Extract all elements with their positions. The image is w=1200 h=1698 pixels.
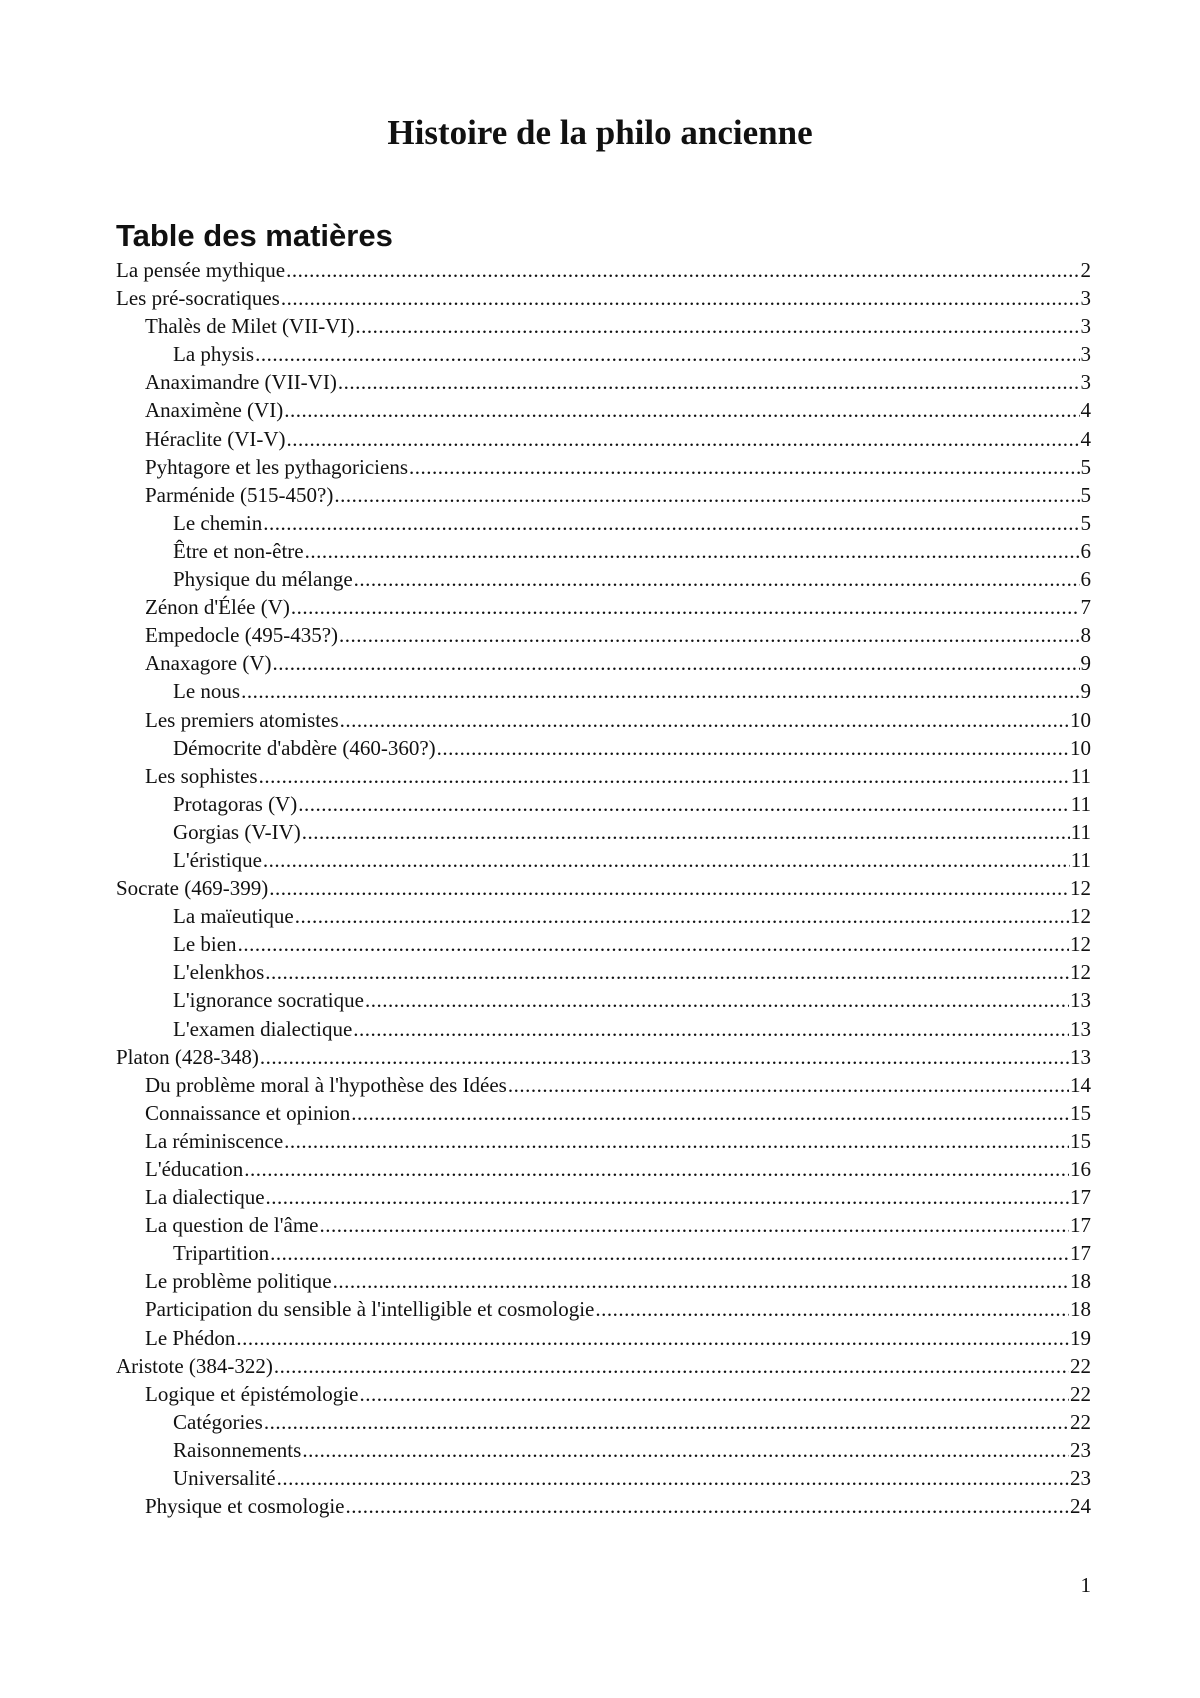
toc-dot-leader [305,537,1080,565]
toc-dot-leader [236,1324,1069,1352]
toc-entry[interactable] [116,958,1091,986]
toc-entry[interactable] [116,1099,1091,1127]
toc-dot-leader [264,1408,1069,1436]
toc-dot-leader [508,1071,1069,1099]
toc-entry-page: 22 [1070,1409,1091,1434]
toc-entry-title: Aristote (384-322) [116,1353,273,1378]
toc-entry-title: Zénon d'Élée (V) [145,595,290,620]
toc-entry-page: 17 [1070,1213,1091,1238]
toc-entry-title: Socrate (469-399) [116,876,269,901]
toc-entry-title: Les pré-socratiques [116,286,280,311]
toc-entry-page: 15 [1070,1128,1091,1153]
toc-entry[interactable] [116,1352,1091,1380]
toc-dot-leader [281,284,1080,312]
toc-dot-leader [274,1352,1069,1380]
toc-dot-leader [241,677,1079,705]
toc-dot-leader [409,453,1079,481]
toc-entry-title: La pensée mythique [116,258,286,282]
toc-dot-leader [270,1239,1069,1267]
toc-dot-leader [340,706,1069,734]
toc-dot-leader [266,1183,1069,1211]
toc-entry[interactable] [116,312,1091,340]
toc-dot-leader [265,958,1069,986]
toc-dot-leader [365,986,1069,1014]
toc-dot-leader [345,1492,1069,1520]
toc-dot-leader [263,509,1079,537]
toc-entry-title: La question de l'âme [145,1213,319,1238]
toc-entry-page: 12 [1070,960,1091,985]
toc-dot-leader [319,1211,1069,1239]
toc-entry-page: 3 [1080,370,1091,395]
toc-entry-title: Anaxagore (V) [145,651,272,676]
toc-entry-title: La dialectique [145,1185,265,1210]
toc-entry-title: Physique et cosmologie [145,1494,345,1519]
toc-dot-leader [284,396,1079,424]
toc-entry-page: 4 [1080,426,1091,451]
toc-entry-page: 11 [1070,847,1091,872]
toc-entry-title: Être et non-être [173,538,304,563]
table-of-contents [116,256,1091,1520]
toc-entry-title: L'éducation [145,1157,244,1181]
toc-dot-leader [273,649,1080,677]
toc-heading: Table des matières [116,218,393,253]
toc-entry[interactable] [116,1295,1091,1323]
toc-entry-page: 6 [1080,567,1091,592]
toc-entry[interactable] [116,1071,1091,1099]
toc-entry[interactable] [116,734,1091,762]
toc-entry-page: 11 [1070,819,1091,844]
toc-entry[interactable] [116,1239,1091,1267]
toc-entry-title: Gorgias (V-IV) [173,819,301,844]
toc-entry-title: Démocrite d'abdère (460-360?) [173,735,436,760]
toc-dot-leader [260,1043,1069,1071]
toc-entry[interactable] [116,565,1091,593]
toc-dot-leader [295,902,1069,930]
toc-entry-page: 23 [1070,1466,1091,1491]
toc-entry-title: Thalès de Milet (VII-VI) [145,314,355,339]
toc-entry-title: Le Phédon [145,1325,236,1350]
toc-entry-title: Physique du mélange [173,567,353,592]
toc-dot-leader [269,874,1069,902]
toc-entry-page: 19 [1070,1325,1091,1350]
toc-entry-title: Logique et épistémologie [145,1381,359,1406]
toc-dot-leader [334,481,1079,509]
toc-entry[interactable] [116,593,1091,621]
toc-entry-page: 16 [1070,1157,1091,1181]
toc-entry-title: Participation du sensible à l'intelligible et cosmologie [145,1297,595,1322]
toc-entry-title: Du problème moral à l'hypothèse des Idées [145,1072,507,1097]
toc-entry[interactable] [116,481,1091,509]
toc-entry-page: 18 [1070,1297,1091,1322]
toc-dot-leader [333,1267,1069,1295]
toc-entry-page: 3 [1080,314,1091,339]
toc-entry-page: 15 [1070,1100,1091,1125]
toc-entry-page: 13 [1070,988,1091,1013]
toc-entry[interactable] [116,537,1091,565]
toc-entry[interactable] [116,1324,1091,1352]
toc-entry-page: 11 [1070,763,1091,788]
toc-entry[interactable] [116,1183,1091,1211]
toc-entry-page: 4 [1080,398,1091,423]
toc-entry-page: 13 [1070,1016,1091,1041]
toc-entry-page: 22 [1070,1353,1091,1378]
toc-dot-leader [339,621,1079,649]
toc-entry-title: Universalité [173,1466,276,1491]
toc-entry-page: 8 [1080,623,1091,648]
toc-entry-page: 10 [1070,735,1091,760]
toc-entry-title: Anaximène (VI) [145,398,284,423]
toc-entry[interactable] [116,846,1091,874]
toc-entry-title: La réminiscence [145,1128,284,1153]
toc-entry-page: 11 [1070,791,1091,816]
toc-entry-title: Le problème politique [145,1269,332,1294]
toc-entry[interactable] [116,902,1091,930]
toc-dot-leader [302,1436,1069,1464]
toc-entry-page: 5 [1080,482,1091,507]
toc-entry-page: 10 [1070,707,1091,732]
toc-entry-page: 12 [1070,876,1091,901]
toc-entry-title: Protagoras (V) [173,791,298,816]
toc-entry[interactable] [116,509,1091,537]
toc-entry-page: 9 [1080,651,1091,676]
toc-entry-title: L'ignorance socratique [173,988,364,1013]
toc-dot-leader [338,368,1080,396]
toc-entry[interactable] [116,818,1091,846]
toc-dot-leader [286,256,1079,284]
toc-dot-leader [298,790,1070,818]
toc-entry[interactable] [116,1408,1091,1436]
toc-entry-page: 14 [1070,1072,1091,1097]
toc-entry-title: L'examen dialectique [173,1016,353,1041]
toc-entry-title: La maïeutique [173,904,294,929]
toc-entry[interactable] [116,340,1091,368]
toc-entry[interactable] [116,930,1091,958]
toc-dot-leader [263,846,1070,874]
toc-entry-page: 24 [1070,1494,1091,1519]
toc-entry-page: 13 [1070,1044,1091,1069]
toc-dot-leader [354,565,1080,593]
toc-dot-leader [355,312,1079,340]
toc-entry-title: Les sophistes [145,763,258,788]
toc-dot-leader [284,1127,1069,1155]
toc-entry[interactable] [116,1043,1091,1071]
toc-entry-page: 17 [1070,1241,1091,1266]
toc-dot-leader [287,425,1080,453]
toc-entry-title: Héraclite (VI-V) [145,426,286,451]
toc-entry[interactable] [116,284,1091,312]
toc-entry-page: 5 [1080,510,1091,535]
toc-entry[interactable] [116,256,1091,284]
toc-entry[interactable] [116,1155,1091,1183]
toc-entry-page: 6 [1080,538,1091,563]
toc-entry[interactable] [116,986,1091,1014]
toc-entry[interactable] [116,874,1091,902]
toc-dot-leader [277,1464,1069,1492]
toc-entry-page: 9 [1080,679,1091,704]
toc-entry[interactable] [116,368,1091,396]
toc-dot-leader [255,340,1079,368]
toc-entry[interactable] [116,706,1091,734]
toc-entry[interactable] [116,649,1091,677]
toc-dot-leader [437,734,1069,762]
toc-entry[interactable] [116,1436,1091,1464]
toc-entry-title: La physis [173,342,255,367]
toc-entry[interactable] [116,1015,1091,1043]
toc-entry-page: 12 [1070,932,1091,957]
toc-entry[interactable] [116,425,1091,453]
toc-entry-title: L'elenkhos [173,960,265,985]
toc-entry-title: Raisonnements [173,1437,302,1462]
toc-entry-title: Parménide (515-450?) [145,482,334,507]
toc-dot-leader [291,593,1080,621]
toc-entry[interactable] [116,1464,1091,1492]
toc-entry-page: 23 [1070,1437,1091,1462]
toc-entry-page: 7 [1080,595,1091,620]
toc-dot-leader [353,1015,1069,1043]
toc-entry-title: Platon (428-348) [116,1044,259,1069]
toc-entry-title: Anaximandre (VII-VI) [145,370,337,395]
toc-entry-page: 17 [1070,1185,1091,1210]
toc-entry-page: 3 [1080,286,1091,311]
toc-dot-leader [244,1155,1069,1183]
toc-entry[interactable] [116,790,1091,818]
toc-entry[interactable] [116,1267,1091,1295]
toc-entry-page: 22 [1070,1381,1091,1406]
toc-dot-leader [302,818,1070,846]
toc-dot-leader [259,762,1070,790]
toc-entry[interactable] [116,1380,1091,1408]
toc-entry-title: Les premiers atomistes [145,707,339,732]
toc-entry[interactable] [116,453,1091,481]
toc-entry[interactable] [116,762,1091,790]
toc-entry[interactable] [116,396,1091,424]
toc-entry-title: L'éristique [173,847,262,872]
toc-entry-page: 5 [1080,454,1091,479]
toc-entry-title: Tripartition [173,1241,270,1266]
toc-dot-leader [238,930,1069,958]
toc-entry-title: Le bien [173,932,237,957]
toc-entry-title: Le chemin [173,510,263,535]
toc-entry[interactable] [116,1211,1091,1239]
toc-entry[interactable] [116,1492,1091,1520]
toc-entry-title: Empedocle (495-435?) [145,623,339,648]
toc-entry[interactable] [116,621,1091,649]
document-title: Histoire de la philo ancienne [387,113,813,152]
toc-entry-title: Connaissance et opinion [145,1100,351,1125]
toc-dot-leader [359,1380,1069,1408]
toc-dot-leader [351,1099,1069,1127]
toc-entry-page: 3 [1080,342,1091,367]
page-number: 1 [1080,1573,1091,1597]
toc-dot-leader [595,1295,1069,1323]
toc-entry[interactable] [116,1127,1091,1155]
toc-entry-page: 18 [1070,1269,1091,1294]
toc-entry-page: 2 [1080,258,1091,282]
toc-entry-title: Le nous [173,679,241,704]
toc-entry-page: 12 [1070,904,1091,929]
toc-entry-title: Pyhtagore et les pythagoriciens [145,454,409,479]
toc-entry-title: Catégories [173,1409,263,1434]
toc-entry[interactable] [116,677,1091,705]
